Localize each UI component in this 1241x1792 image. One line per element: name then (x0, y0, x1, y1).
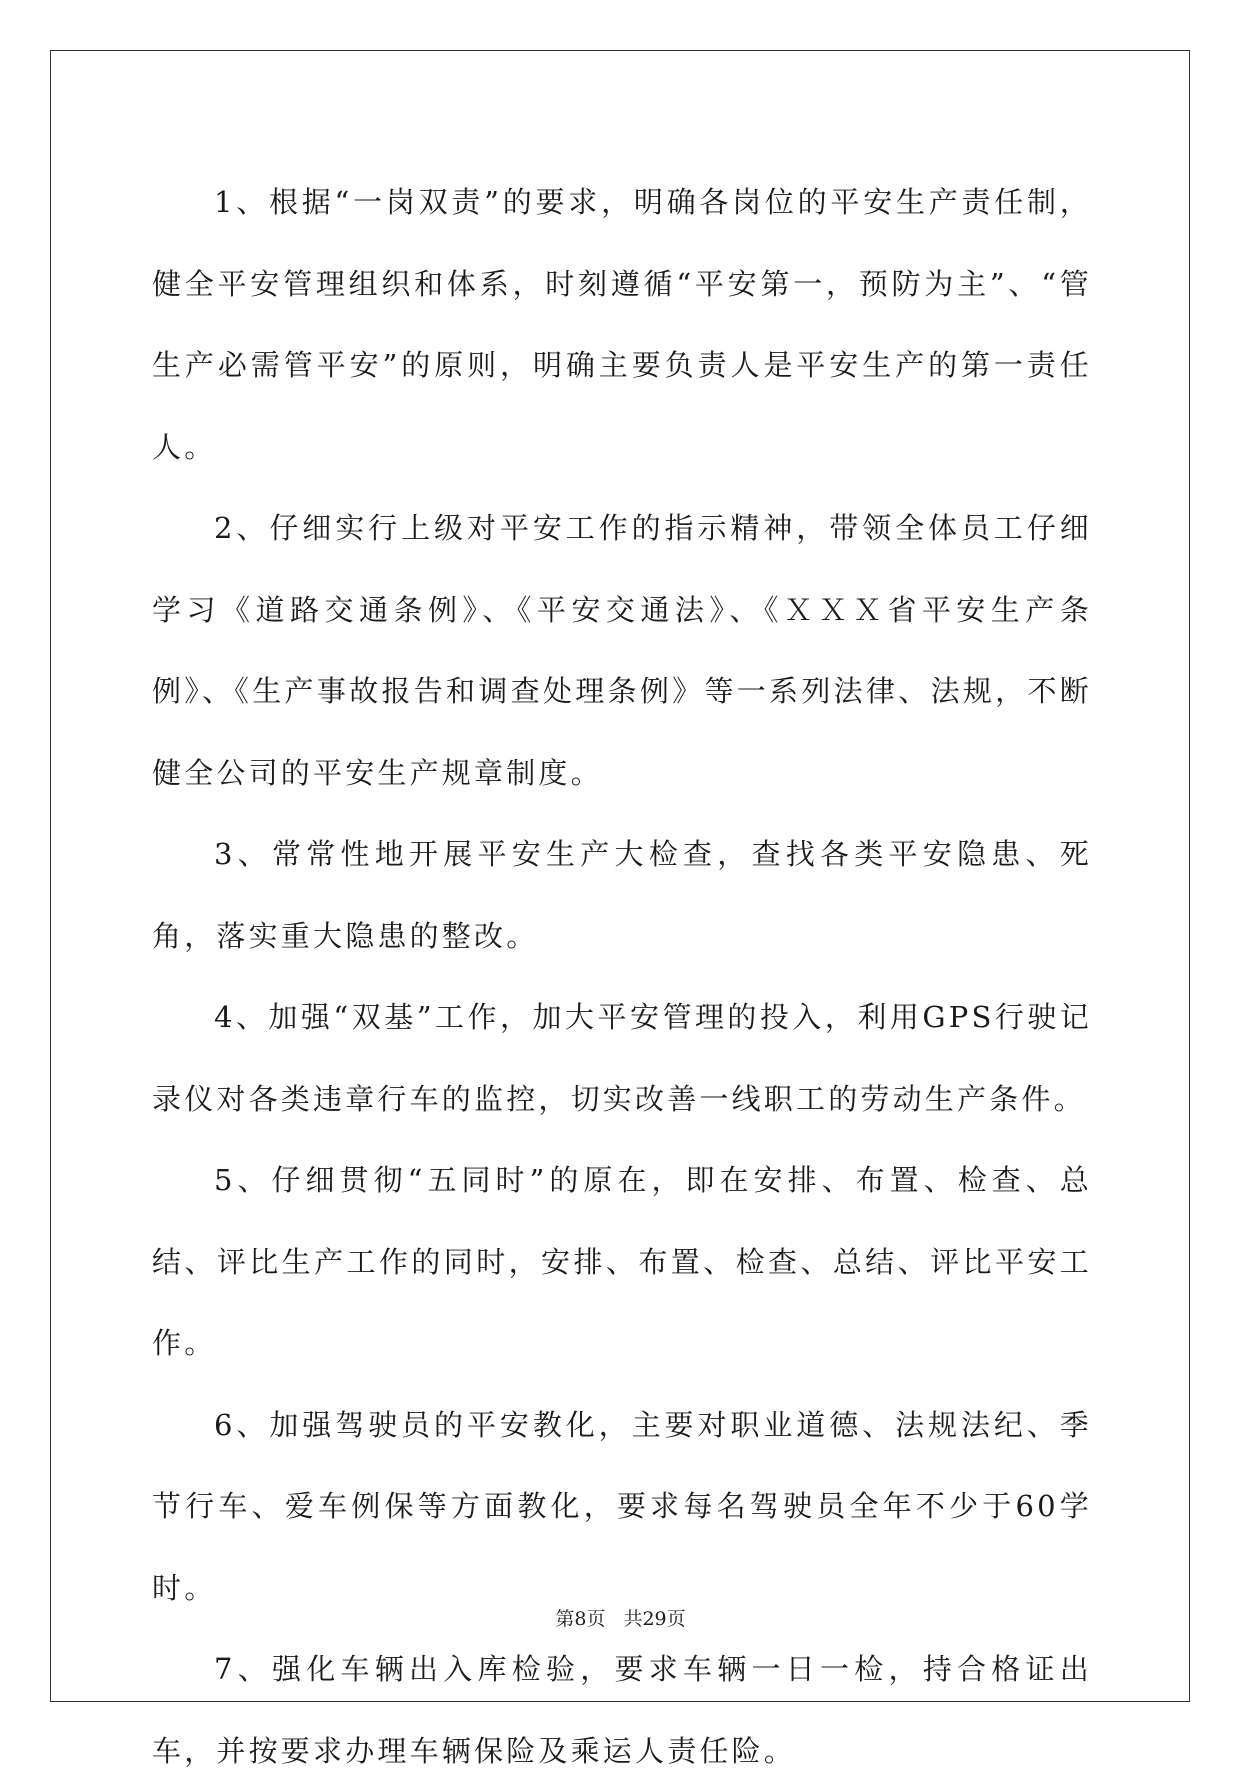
paragraph-2: 2、仔细实行上级对平安工作的指示精神，带领全体员工仔细学习《道路交通条例》、《平安交通法》、《ＸＸＸ省平安生产条例》、《生产事故报告和调查处理条例》等一系列法律、法规，不断健全公司的平安生产规章制度。 (152, 511, 1092, 790)
paragraph-3: 3、常常性地开展平安生产大检查，查找各类平安隐患、死角，落实重大隐患的整改。 (152, 837, 1092, 953)
paragraph-1: 1、根据“一岗双责”的要求，明确各岗位的平安生产责任制，健全平安管理组织和体系，时刻遵循“平安第一，预防为主”、“管生产必需管平安”的原则，明确主要负责人是平安生产的第一责任人。 (152, 185, 1092, 464)
document-body (152, 162, 1092, 1792)
page-total: 共29页 (623, 1608, 686, 1630)
paragraph-6: 6、加强驾驶员的平安教化，主要对职业道德、法规法纪、季节行车、爱车例保等方面教化，要求每名驾驶员全年不少于60学时。 (152, 1407, 1092, 1605)
paragraph-7: 7、强化车辆出入库检验，要求车辆一日一检，持合格证出车，并按要求办理车辆保险及乘运人责任险。 (152, 1652, 1092, 1768)
paragraph-5: 5、仔细贯彻“五同时”的原在，即在安排、布置、检查、总结、评比生产工作的同时，安排、布置、检查、总结、评比平安工作。 (152, 1163, 1092, 1360)
paragraph-4: 4、加强“双基”工作，加大平安管理的投入，利用GPS行驶记录仪对各类违章行车的监控，切实改善一线职工的劳动生产条件。 (152, 1000, 1092, 1116)
page-footer (0, 1604, 1241, 1631)
page-number: 第8页 (555, 1608, 606, 1630)
